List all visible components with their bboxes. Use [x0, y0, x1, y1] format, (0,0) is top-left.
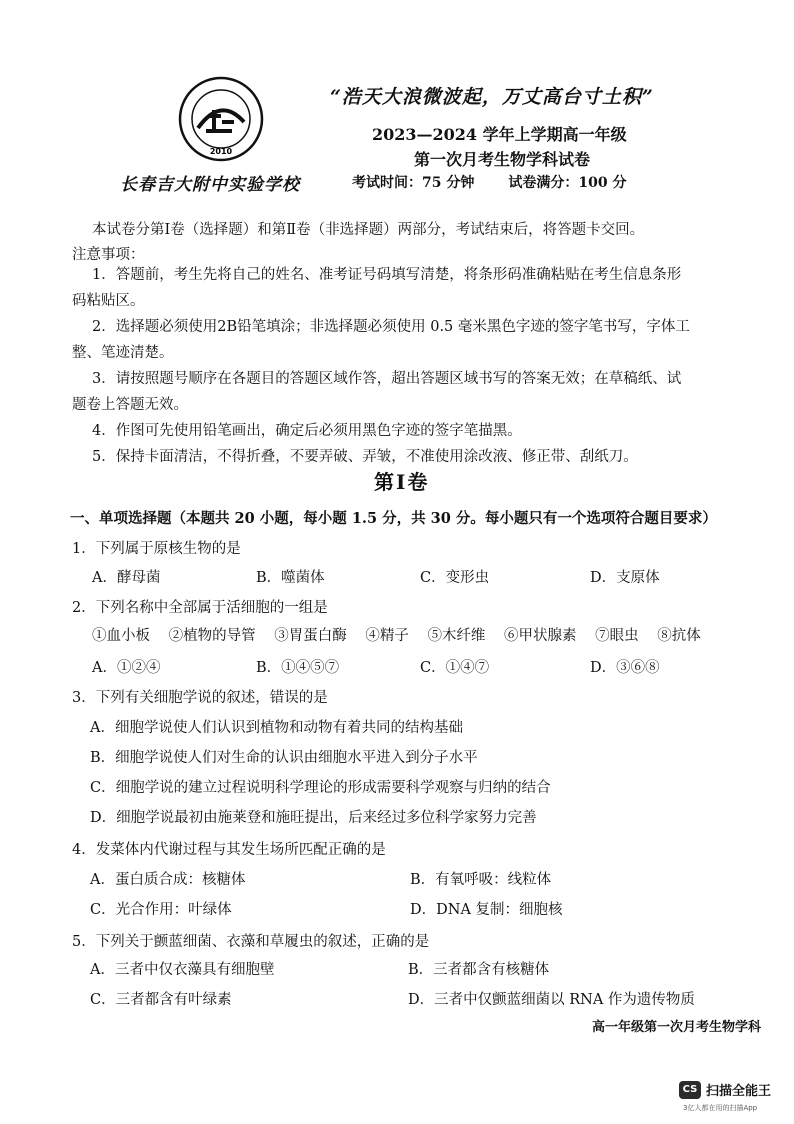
item: ⑥甲状腺素 [504, 628, 577, 644]
option: C．三者都含有叶绿素 [90, 992, 232, 1008]
item: ③胃蛋白酶 [274, 628, 347, 644]
option: C．①④⑦ [420, 660, 490, 676]
seal-year: 2010 [209, 147, 233, 156]
item: ①血小板 [92, 628, 150, 644]
question-stem: 1．下列属于原核生物的是 [72, 541, 241, 557]
note-item [92, 418, 522, 444]
option: C．变形虫 [420, 570, 490, 586]
item: ⑧抗体 [657, 628, 701, 644]
option: B．三者都含有核糖体 [408, 962, 550, 978]
exam-title-term: 2023—2024 学年上学期高一年级 [372, 125, 627, 144]
camscanner-tagline: 3亿人都在用的扫描App [683, 1104, 758, 1112]
note-line: 5．保持卡面清洁，不得折叠，不要弄破、弄皱，不准使用涂改液、修正带、刮纸刀。 [92, 449, 638, 465]
note-line: 1．答题前，考生先将自己的姓名、准考证号码填写清楚，将条形码准确粘贴在考生信息条形 [92, 267, 682, 283]
note-line-cont: 整、笔迹清楚。 [72, 345, 174, 361]
camscanner-logo-icon: CS [679, 1081, 701, 1099]
option: B．①④⑤⑦ [256, 660, 340, 676]
school-seal-logo [178, 76, 264, 162]
school-name: 长春吉大附中实验学校 [120, 175, 300, 195]
option: D．DNA 复制：细胞核 [410, 902, 563, 918]
full-score: 试卷满分：100 分 [508, 175, 627, 191]
exam-time: 考试时间：75 分钟 [352, 175, 475, 191]
note-line: 2．选择题必须使用2B铅笔填涂；非选择题必须使用 0.5 毫米黑色字迹的签字笔书写，字体工 [92, 319, 690, 335]
notes-heading: 注意事项： [72, 247, 145, 263]
note-line-cont: 码粘贴区。 [72, 293, 145, 309]
question-stem: 3．下列有关细胞学说的叙述，错误的是 [72, 690, 328, 706]
note-item [72, 314, 690, 366]
school-motto: “浩天大浪微波起，万丈高台寸土积” [330, 86, 654, 108]
item: ④精子 [365, 628, 409, 644]
option: C．光合作用：叶绿体 [90, 902, 232, 918]
camscanner-name: 扫描全能王 [706, 1084, 772, 1099]
option: A．细胞学说使人们认识到植物和动物有着共同的结构基础 [90, 720, 463, 736]
question-stem: 4．发菜体内代谢过程与其发生场所匹配正确的是 [72, 842, 386, 858]
option: D．支原体 [590, 570, 660, 586]
option: B．噬菌体 [256, 570, 325, 586]
option: C．细胞学说的建立过程说明科学理论的形成需要科学观察与归纳的结合 [90, 780, 551, 796]
option: A．①②④ [92, 660, 161, 676]
option: D．细胞学说最初由施莱登和施旺提出，后来经过多位科学家努力完善 [90, 810, 537, 826]
exam-intro: 本试卷分第Ⅰ卷（选择题）和第Ⅱ卷（非选择题）两部分，考试结束后，将答题卡交回。 [92, 222, 645, 238]
note-item [72, 262, 682, 314]
item: ⑦眼虫 [595, 628, 639, 644]
part-heading: 第Ⅰ卷 [374, 470, 430, 494]
option: A．酵母菌 [92, 570, 161, 586]
note-line: 4．作图可先使用铅笔画出，确定后必须用黑色字迹的签字笔描黑。 [92, 423, 522, 439]
exam-meta [352, 172, 626, 192]
note-line: 3．请按照题号顺序在各题目的答题区域作答，超出答题区域书写的答案无效；在草稿纸、试 [92, 371, 682, 387]
note-item [72, 366, 682, 418]
option: D．三者中仅颤蓝细菌以 RNA 作为遗传物质 [408, 992, 695, 1008]
section-heading: 一、单项选择题（本题共 20 小题，每小题 1.5 分，共 30 分。每小题只有一个选项符合题目要求） [70, 510, 717, 527]
question-stem: 5．下列关于颤蓝细菌、衣藻和草履虫的叙述，正确的是 [72, 934, 430, 950]
question-stem: 2．下列名称中全部属于活细胞的一组是 [72, 600, 328, 616]
option: A．蛋白质合成：核糖体 [90, 872, 246, 888]
exam-title-subject: 第一次月考生物学科试卷 [414, 150, 591, 169]
option: D．③⑥⑧ [590, 660, 660, 676]
item: ⑤木纤维 [427, 628, 486, 644]
option: B．细胞学说使人们对生命的认识由细胞水平进入到分子水平 [90, 750, 478, 766]
note-item [92, 444, 638, 470]
note-line-cont: 题卷上答题无效。 [72, 397, 188, 413]
item: ②植物的导管 [168, 628, 256, 644]
option: A．三者中仅衣藻具有细胞壁 [90, 962, 275, 978]
question-items [92, 624, 701, 645]
footer-subject: 高一年级第一次月考生物学科 [592, 1020, 762, 1035]
option: B．有氧呼吸：线粒体 [410, 872, 552, 888]
